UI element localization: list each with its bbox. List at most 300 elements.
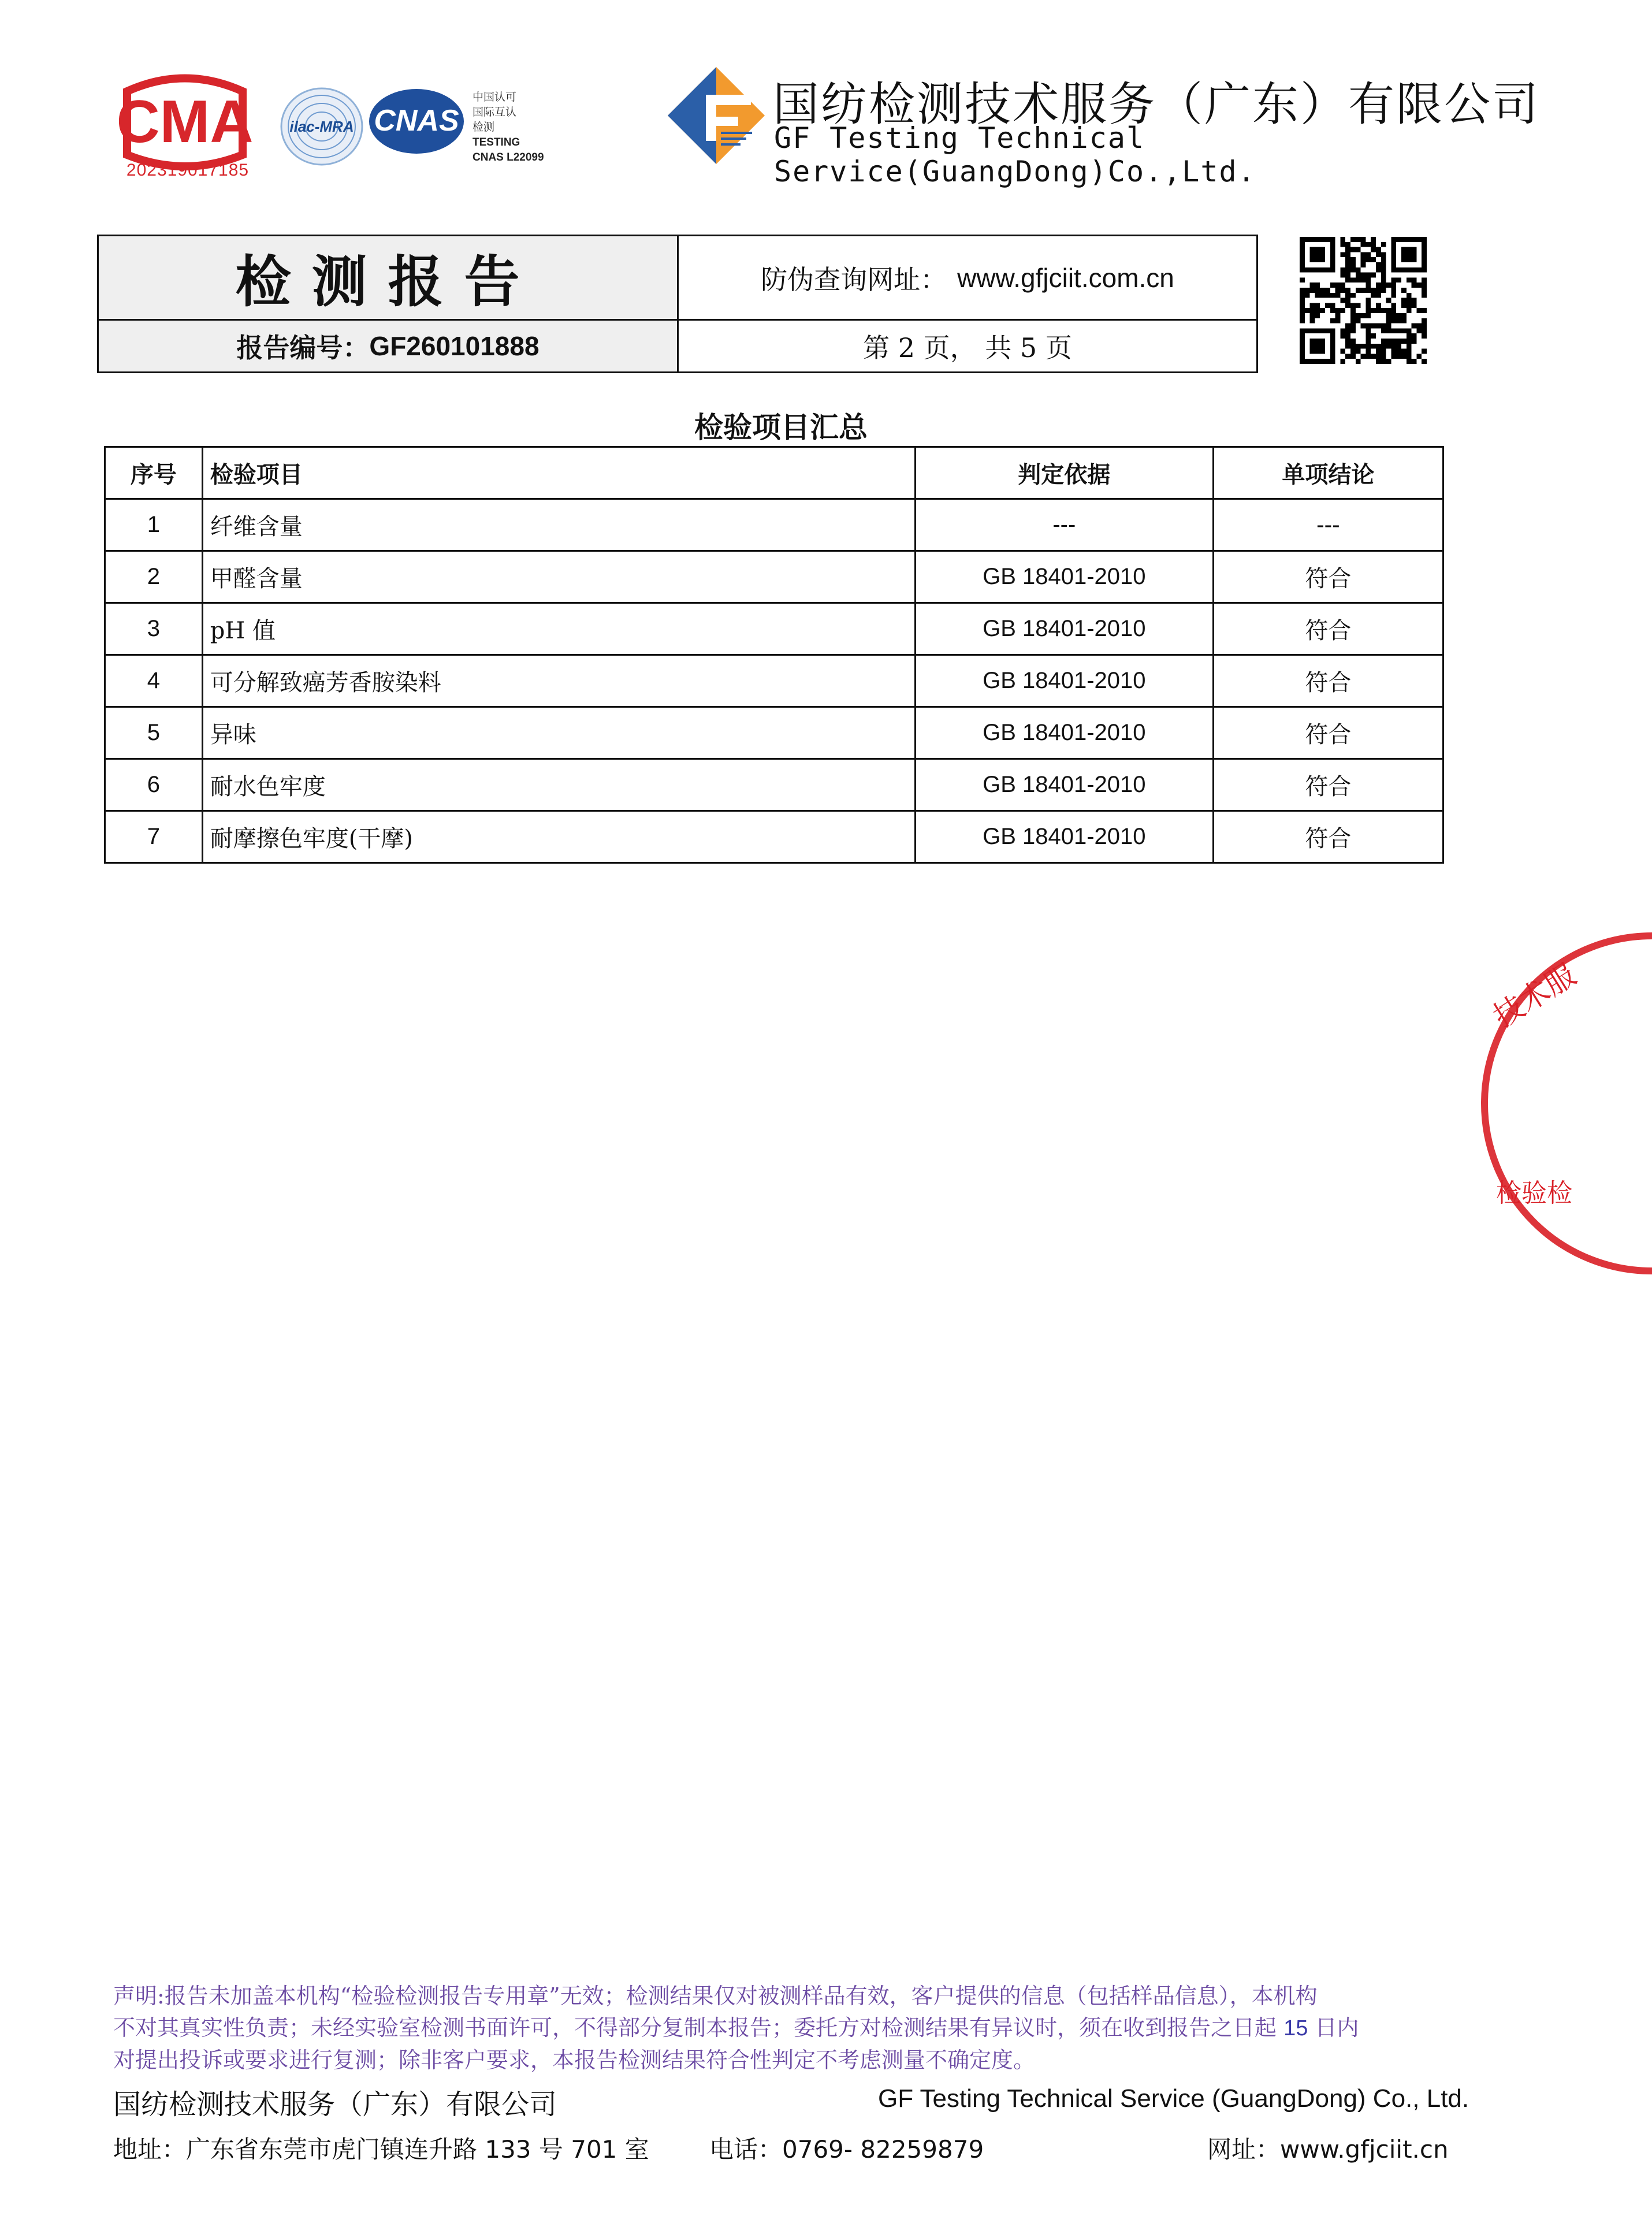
qr-module: [1386, 308, 1391, 313]
qr-module: [1365, 333, 1371, 339]
qr-module: [1391, 293, 1396, 298]
qr-module: [1300, 308, 1305, 313]
qr-module: [1365, 242, 1371, 247]
qr-module: [1345, 303, 1350, 308]
qr-module: [1381, 324, 1386, 329]
qr-module: [1345, 252, 1350, 257]
qr-module: [1376, 262, 1381, 267]
qr-module: [1340, 349, 1345, 354]
qr-module: [1416, 282, 1422, 288]
header-basis: 判定依据: [915, 447, 1213, 499]
cnas-caption: [472, 90, 544, 165]
qr-module: [1412, 324, 1417, 329]
qr-module: [1305, 293, 1310, 298]
qr-module: [1345, 293, 1350, 298]
qr-module: [1371, 242, 1376, 247]
report-number-value: GF260101888: [369, 331, 539, 361]
qr-module: [1365, 328, 1371, 333]
qr-module: [1345, 257, 1350, 262]
qr-module: [1356, 237, 1361, 242]
qr-module: [1330, 303, 1335, 308]
qr-module: [1365, 288, 1371, 293]
qr-module: [1416, 308, 1422, 313]
table-row: [105, 707, 1443, 759]
qr-module: [1386, 328, 1391, 333]
qr-module: [1381, 267, 1386, 273]
qr-module: [1365, 282, 1371, 288]
qr-module: [1340, 298, 1345, 303]
qr-module: [1335, 318, 1341, 324]
qr-module: [1345, 344, 1350, 349]
qr-module: [1396, 318, 1401, 324]
company-name-cn: 国纺检测技术服务（广东）有限公司: [773, 77, 1540, 131]
qr-module: [1335, 293, 1341, 298]
qr-module: [1361, 257, 1366, 262]
qr-module: [1381, 257, 1386, 262]
qr-module: [1356, 267, 1361, 273]
qr-module: [1320, 293, 1325, 298]
qr-module: [1300, 288, 1305, 293]
qr-module: [1391, 277, 1396, 282]
qr-module: [1350, 344, 1356, 349]
qr-module: [1391, 354, 1396, 359]
qr-module: [1350, 237, 1356, 242]
row-result: 符合: [1213, 707, 1443, 759]
qr-module: [1365, 344, 1371, 349]
qr-module: [1391, 318, 1396, 324]
qr-module: [1386, 359, 1391, 364]
qr-module: [1340, 359, 1345, 364]
cnas-text: CNAS: [374, 104, 459, 137]
report-title: 检测报告: [99, 236, 679, 321]
cnas-line: CNAS L22099: [472, 151, 544, 163]
cnas-line: 检测: [472, 121, 495, 133]
qr-module: [1300, 303, 1305, 308]
qr-module: [1350, 247, 1356, 252]
qr-code-icon: [1300, 237, 1427, 364]
row-result: 符合: [1213, 551, 1443, 603]
qr-module: [1381, 344, 1386, 349]
qr-module: [1361, 344, 1366, 349]
qr-module: [1315, 293, 1320, 298]
qr-module: [1391, 282, 1396, 288]
qr-module: [1345, 288, 1350, 293]
qr-module: [1361, 288, 1366, 293]
qr-module: [1412, 359, 1417, 364]
qr-module: [1365, 303, 1371, 308]
qr-module: [1371, 273, 1376, 278]
qr-module: [1350, 303, 1356, 308]
row-no: 4: [105, 655, 203, 707]
qr-module: [1340, 273, 1345, 278]
qr-module: [1371, 333, 1376, 339]
qr-module: [1350, 328, 1356, 333]
qr-module: [1356, 344, 1361, 349]
qr-module: [1386, 318, 1391, 324]
row-item: 甲醛含量: [202, 551, 915, 603]
table-row: [105, 603, 1443, 655]
qr-module: [1376, 288, 1381, 293]
qr-module: [1340, 267, 1345, 273]
qr-module: [1365, 308, 1371, 313]
qr-module: [1376, 324, 1381, 329]
qr-module: [1361, 324, 1366, 329]
qr-module: [1356, 349, 1361, 354]
qr-module: [1345, 298, 1350, 303]
qr-finder: [1310, 339, 1325, 354]
url-link[interactable]: www.gfjciit.com.cn: [957, 262, 1174, 293]
qr-module: [1365, 349, 1371, 354]
qr-module: [1365, 324, 1371, 329]
qr-module: [1407, 328, 1412, 333]
qr-module: [1340, 333, 1345, 339]
page-info: 第 2 页， 共 5 页: [863, 332, 1072, 363]
qr-module: [1412, 298, 1417, 303]
qr-module: [1396, 344, 1401, 349]
qr-module: [1386, 339, 1391, 344]
qr-module: [1422, 282, 1427, 288]
qr-module: [1376, 359, 1381, 364]
qr-module: [1401, 288, 1407, 293]
report-number: [99, 321, 679, 371]
qr-module: [1407, 333, 1412, 339]
qr-module: [1401, 318, 1407, 324]
qr-module: [1345, 267, 1350, 273]
row-no: 5: [105, 707, 203, 759]
cma-logo-text: CMA: [116, 88, 254, 155]
footer-website[interactable]: 网址：www.gfjciit.cn: [1207, 2135, 1449, 2163]
qr-module: [1340, 282, 1345, 288]
row-item: 耐摩擦色牢度(干摩): [202, 811, 915, 863]
qr-module: [1401, 328, 1407, 333]
row-result: 符合: [1213, 603, 1443, 655]
summary-table: [104, 446, 1444, 864]
qr-finder: [1310, 247, 1325, 262]
qr-module: [1345, 333, 1350, 339]
row-basis: GB 18401-2010: [915, 759, 1213, 811]
statement-days: 15: [1283, 2016, 1308, 2040]
qr-module: [1365, 273, 1371, 278]
qr-module: [1401, 339, 1407, 344]
qr-module: [1407, 359, 1412, 364]
row-item: 异味: [202, 707, 915, 759]
qr-module: [1401, 313, 1407, 318]
qr-module: [1310, 303, 1315, 308]
qr-module: [1401, 303, 1407, 308]
qr-module: [1416, 328, 1422, 333]
qr-module: [1396, 354, 1401, 359]
cma-number: 202319017185: [126, 161, 250, 180]
statement-text: 不对其真实性负责；未经实验室检测书面许可，不得部分复制本报告；委托方对检测结果有异议时，须在收到报告之日起: [113, 2015, 1284, 2040]
qr-module: [1340, 328, 1345, 333]
qr-module: [1422, 308, 1427, 313]
qr-module: [1305, 288, 1310, 293]
qr-module: [1381, 242, 1386, 247]
qr-module: [1412, 339, 1417, 344]
row-no: 6: [105, 759, 203, 811]
qr-module: [1356, 273, 1361, 278]
qr-module: [1330, 308, 1335, 313]
qr-module: [1345, 324, 1350, 329]
qr-module: [1361, 262, 1366, 267]
qr-module: [1365, 252, 1371, 257]
qr-module: [1340, 308, 1345, 313]
row-basis: GB 18401-2010: [915, 603, 1213, 655]
qr-module: [1371, 324, 1376, 329]
stamp-text-mid: 检验检: [1496, 1179, 1572, 1208]
disclaimer-statement: [113, 1980, 1459, 2076]
qr-module: [1391, 313, 1396, 318]
qr-module: [1361, 313, 1366, 318]
qr-module: [1391, 303, 1396, 308]
qr-module: [1365, 313, 1371, 318]
qr-module: [1330, 282, 1335, 288]
qr-module: [1381, 328, 1386, 333]
qr-module: [1310, 318, 1315, 324]
row-no: 1: [105, 499, 203, 551]
qr-module: [1407, 354, 1412, 359]
qr-module: [1386, 298, 1391, 303]
qr-module: [1315, 288, 1320, 293]
qr-module: [1422, 288, 1427, 293]
anti-fake-url: [679, 236, 1256, 321]
qr-module: [1361, 237, 1366, 242]
report-number-label: 报告编号：: [236, 333, 370, 363]
qr-module: [1356, 359, 1361, 364]
qr-module: [1365, 339, 1371, 344]
qr-module: [1422, 324, 1427, 329]
qr-module: [1350, 339, 1356, 344]
header-item: 检验项目: [202, 447, 915, 499]
qr-module: [1345, 242, 1350, 247]
qr-module: [1335, 313, 1341, 318]
qr-module: [1350, 277, 1356, 282]
qr-module: [1345, 328, 1350, 333]
company-name-en: GF Testing Technical Service(GuangDong)Co.,Ltd.: [774, 121, 1256, 188]
footer-address: 地址：广东省东莞市虎门镇连升路 133 号 701 室: [113, 2135, 649, 2163]
qr-module: [1391, 328, 1396, 333]
qr-module: [1381, 354, 1386, 359]
qr-module: [1401, 298, 1407, 303]
qr-module: [1412, 282, 1417, 288]
qr-module: [1361, 273, 1366, 278]
qr-module: [1365, 257, 1371, 262]
qr-module: [1361, 354, 1366, 359]
qr-module: [1376, 293, 1381, 298]
qr-module: [1361, 277, 1366, 282]
qr-module: [1350, 262, 1356, 267]
qr-module: [1300, 313, 1305, 318]
qr-module: [1371, 354, 1376, 359]
qr-module: [1300, 318, 1305, 324]
qr-module: [1376, 344, 1381, 349]
qr-module: [1381, 262, 1386, 267]
cnas-logo: [367, 87, 466, 156]
qr-module: [1361, 252, 1366, 257]
qr-module: [1345, 354, 1350, 359]
qr-module: [1391, 339, 1396, 344]
qr-module: [1300, 293, 1305, 298]
statement-line: 对提出投诉或要求进行复测；除非客户要求，本报告检测结果符合性判定不考虑测量不确定度。: [113, 2047, 1036, 2073]
table-row: [105, 811, 1443, 863]
qr-module: [1407, 293, 1412, 298]
qr-module: [1422, 277, 1427, 282]
qr-module: [1391, 308, 1396, 313]
qr-module: [1422, 293, 1427, 298]
table-row: [105, 551, 1443, 603]
gf-logo-icon: [665, 65, 767, 166]
qr-module: [1376, 303, 1381, 308]
ilac-text: ilac-MRA: [289, 118, 354, 135]
qr-module: [1407, 277, 1412, 282]
qr-module: [1412, 303, 1417, 308]
qr-module: [1340, 252, 1345, 257]
qr-module: [1356, 247, 1361, 252]
qr-module: [1422, 318, 1427, 324]
statement-line: 声明:报告未加盖本机构“检验检测报告专用章”无效；检测结果仅对被测样品有效，客户提供的信息（包括样品信息），本机构: [113, 1983, 1318, 2009]
qr-module: [1371, 344, 1376, 349]
qr-module: [1381, 359, 1386, 364]
row-basis: GB 18401-2010: [915, 551, 1213, 603]
qr-module: [1422, 333, 1427, 339]
qr-module: [1416, 324, 1422, 329]
qr-module: [1376, 282, 1381, 288]
qr-module: [1381, 273, 1386, 278]
qr-module: [1340, 288, 1345, 293]
statement-line: [113, 2012, 1459, 2044]
qr-module: [1361, 242, 1366, 247]
row-result: 符合: [1213, 655, 1443, 707]
qr-module: [1407, 339, 1412, 344]
row-no: 2: [105, 551, 203, 603]
row-item: 可分解致癌芳香胺染料: [202, 655, 915, 707]
qr-module: [1350, 267, 1356, 273]
qr-module: [1401, 349, 1407, 354]
qr-module: [1376, 354, 1381, 359]
qr-module: [1386, 313, 1391, 318]
qr-module: [1381, 308, 1386, 313]
qr-module: [1305, 308, 1310, 313]
qr-module: [1396, 313, 1401, 318]
qr-module: [1310, 282, 1315, 288]
qr-module: [1325, 288, 1330, 293]
qr-module: [1381, 277, 1386, 282]
qr-module: [1376, 247, 1381, 252]
qr-module: [1345, 277, 1350, 282]
qr-module: [1365, 277, 1371, 282]
qr-module: [1396, 349, 1401, 354]
qr-module: [1335, 308, 1341, 313]
qr-module: [1320, 308, 1325, 313]
qr-module: [1365, 298, 1371, 303]
row-item: pH 值: [202, 603, 915, 655]
qr-module: [1391, 288, 1396, 293]
report-title-box: [97, 235, 1258, 373]
qr-module: [1300, 277, 1305, 282]
row-result: 符合: [1213, 811, 1443, 863]
qr-module: [1396, 339, 1401, 344]
qr-module: [1412, 277, 1417, 282]
qr-module: [1356, 288, 1361, 293]
qr-module: [1381, 288, 1386, 293]
qr-module: [1356, 318, 1361, 324]
url-label: 防伪查询网址：: [761, 263, 947, 295]
footer-company-en: GF Testing Technical Service (GuangDong) Co., Ltd.: [878, 2084, 1469, 2113]
table-header-row: [105, 447, 1443, 499]
cnas-line: 中国认可: [472, 91, 517, 103]
row-basis: GB 18401-2010: [915, 707, 1213, 759]
qr-module: [1386, 344, 1391, 349]
qr-module: [1350, 318, 1356, 324]
qr-module: [1416, 354, 1422, 359]
footer-phone: 电话：0769- 82259879: [709, 2135, 984, 2163]
qr-module: [1401, 354, 1407, 359]
ilac-mra-logo: [278, 86, 365, 168]
qr-module: [1350, 324, 1356, 329]
qr-module: [1381, 252, 1386, 257]
qr-module: [1325, 293, 1330, 298]
qr-module: [1325, 303, 1330, 308]
qr-module: [1356, 313, 1361, 318]
qr-module: [1381, 339, 1386, 344]
qr-module: [1350, 308, 1356, 313]
qr-module: [1330, 318, 1335, 324]
cnas-line: TESTING: [472, 136, 520, 148]
qr-module: [1356, 277, 1361, 282]
qr-module: [1320, 288, 1325, 293]
qr-module: [1371, 247, 1376, 252]
qr-module: [1345, 262, 1350, 267]
qr-module: [1396, 328, 1401, 333]
table-row: [105, 499, 1443, 551]
qr-module: [1407, 308, 1412, 313]
qr-module: [1381, 282, 1386, 288]
qr-module: [1340, 237, 1345, 242]
seal-stamp: [1479, 930, 1652, 1277]
qr-module: [1310, 288, 1315, 293]
qr-module: [1300, 298, 1305, 303]
header-no: 序号: [105, 447, 203, 499]
qr-module: [1376, 267, 1381, 273]
qr-module: [1340, 242, 1345, 247]
qr-module: [1350, 354, 1356, 359]
qr-module: [1407, 344, 1412, 349]
qr-module: [1412, 333, 1417, 339]
qr-module: [1356, 303, 1361, 308]
qr-module: [1371, 237, 1376, 242]
table-row: [105, 655, 1443, 707]
qr-module: [1310, 308, 1315, 313]
qr-module: [1422, 359, 1427, 364]
qr-module: [1386, 282, 1391, 288]
qr-module: [1376, 308, 1381, 313]
qr-module: [1407, 303, 1412, 308]
row-item: 纤维含量: [202, 499, 915, 551]
qr-module: [1391, 349, 1396, 354]
qr-module: [1350, 313, 1356, 318]
qr-module: [1315, 303, 1320, 308]
qr-module: [1391, 344, 1396, 349]
row-no: 7: [105, 811, 203, 863]
statement-text: 日内: [1308, 2015, 1359, 2040]
qr-module: [1407, 349, 1412, 354]
qr-module: [1407, 298, 1412, 303]
row-basis: GB 18401-2010: [915, 655, 1213, 707]
qr-module: [1330, 293, 1335, 298]
qr-module: [1315, 282, 1320, 288]
qr-module: [1381, 349, 1386, 354]
row-result: ---: [1213, 499, 1443, 551]
